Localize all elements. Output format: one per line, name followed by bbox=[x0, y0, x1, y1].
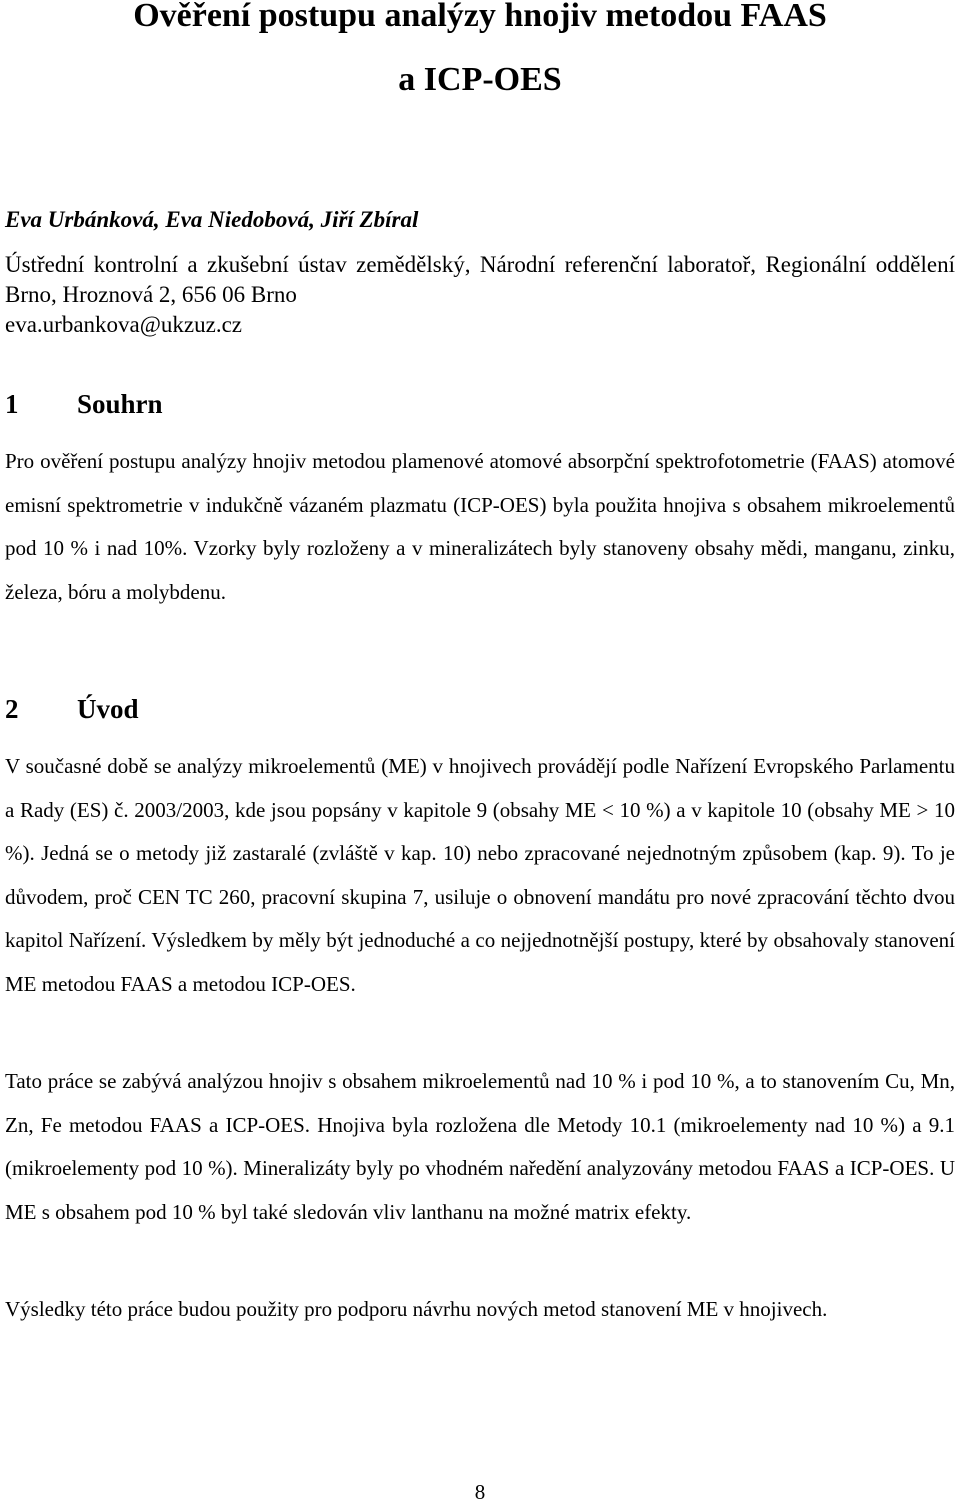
intro-paragraph-3: Výsledky této práce budou použity pro podporu návrhu nových metod stanovení ME v hnojivech. bbox=[5, 1297, 828, 1321]
author-list: Eva Urbánková, Eva Niedobová, Jiří Zbíral bbox=[5, 207, 419, 232]
paper-title-line-2: a ICP-OES bbox=[398, 61, 562, 98]
intro-paragraph-2: Tato práce se zabývá analýzou hnojiv s obsahem mikroelementů nad 10 % i pod 10 %, a to stanovením Cu, Mn, Zn, Fe metodou FAAS a ICP-OES. Hnojiva byla rozložena dle Metody 10.1 (mikroelementy nad 10 %) a 9.1 (mikroelementy pod 10 %). Mineralizáty byly po vhodném naředění analyzovány metodou FAAS a ICP-OES. U ME s obsahem pod 10 % byl také sledován vliv lanthanu na možné matrix efekty. bbox=[5, 1069, 955, 1224]
summary-paragraph: Pro ověření postupu analýzy hnojiv metodou plamenové atomové absorpční spektrofotometrie (FAAS) atomové emisní spektrometrie v indukčně vázaném plazmatu (ICP-OES) byla použita hnojiva s obsahem mikroelementů pod 10 % i nad 10%. Vzorky byly rozloženy a v mineralizátech byly stanoveny obsahy mědi, manganu, zinku, železa, bóru a molybdenu. bbox=[5, 449, 955, 604]
section-title: Souhrn bbox=[77, 389, 163, 419]
page-number: 8 bbox=[474, 1480, 486, 1504]
affiliation: Ústřední kontrolní a zkušební ústav zemědělský, Národní referenční laboratoř, Regionální oddělení Brno, Hroznová 2, 656 06 Brno bbox=[5, 252, 955, 307]
section-heading-souhrn bbox=[5, 388, 163, 420]
section-title: Úvod bbox=[77, 694, 139, 724]
paper-title-line-1: Ověření postupu analýzy hnojiv metodou FAAS bbox=[133, 0, 827, 34]
author-email: eva.urbankova@ukzuz.cz bbox=[5, 312, 243, 337]
section-heading-uvod bbox=[5, 693, 139, 725]
section-number: 1 bbox=[5, 389, 19, 419]
intro-paragraph-1: V současné době se analýzy mikroelementů (ME) v hnojivech provádějí podle Nařízení Evropského Parlamentu a Rady (ES) č. 2003/2003, kde jsou popsány v kapitole 9 (obsahy ME < 10 %) a v kapitole 10 (obsahy ME > 10 %). Jedná se o metody již zastaralé (zvláště v kap. 10) nebo zpracované nejednotným způsobem (kap. 9). To je důvodem, proč CEN TC 260, pracovní skupina 7, usiluje o obnovení mandátu pro nové zpracování těchto dvou kapitol Nařízení. Výsledkem by měly být jednoduché a co nejjednotnější postupy, které by obsahovaly stanovení ME metodou FAAS a metodou ICP-OES. bbox=[5, 754, 955, 996]
section-number: 2 bbox=[5, 694, 19, 724]
